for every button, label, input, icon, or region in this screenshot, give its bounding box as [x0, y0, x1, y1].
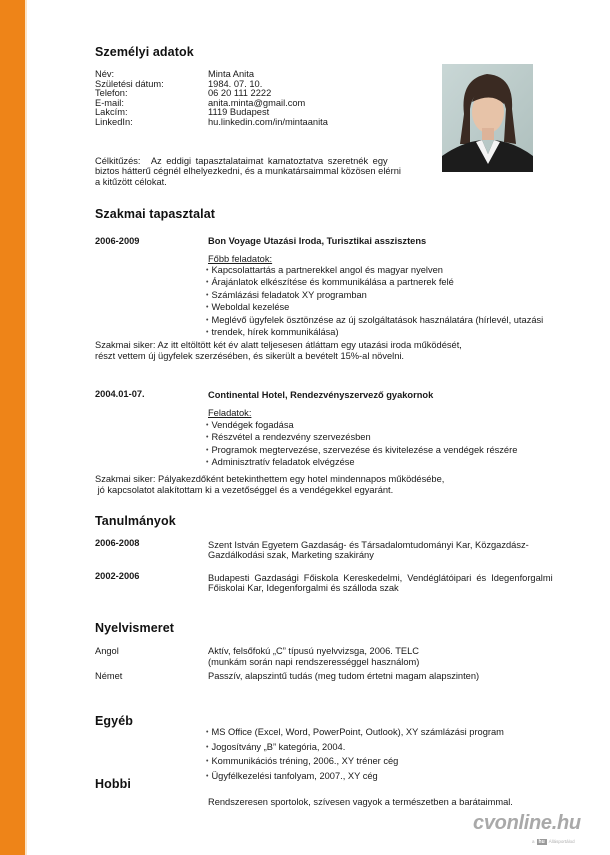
field-value: 1984. 07. 10.	[208, 78, 263, 89]
logo-badge: hu	[538, 839, 545, 845]
personal-heading: Személyi adatok	[95, 45, 194, 59]
field-label: Születési dátum:	[95, 78, 164, 89]
objective-line: Az eddigi tapasztalataimat kamatoztatva szeretnék egy	[150, 156, 388, 166]
field-label: Név:	[95, 69, 115, 79]
language-detail	[208, 646, 419, 668]
task-list	[206, 420, 517, 470]
language-name: Angol	[95, 646, 119, 656]
hobby-text: Rendszeresen sportolok, szívesen vagyok a természetben a barátaimmal.	[208, 797, 513, 807]
education-period: 2002-2006	[95, 571, 140, 581]
task-list	[206, 265, 543, 339]
language-line: Passzív, alapszintű tudás (meg tudom értetni magam alapszinten)	[208, 671, 480, 681]
cvonline-logo[interactable]: cvonline.hu	[473, 812, 581, 834]
job-title: Continental Hotel, Rendezvényszervező gyakornok	[208, 390, 434, 400]
success-line: Szakmai siker: Az itt eltöltött két év alatt teljesesen átláttam egy utazási iroda működését,	[95, 340, 462, 350]
education-line: Gazdálkodási szak, Marketing szakirány	[208, 550, 374, 561]
field-value[interactable]: anita.minta@gmail.com	[208, 97, 306, 108]
education-line: Szent István Egyetem Gazdaság- és Társadalomtudományi Kar, Közgazdász-	[208, 540, 529, 550]
language-line: Aktív, felsőfokú „C” típusú nyelvvizsga, 2006. TELC	[208, 646, 419, 656]
task-item: • trendek, hírek kommunikálása)	[206, 327, 543, 339]
task-item: • Kapcsolattartás a partnerekkel angol és magyar nyelven	[206, 265, 543, 277]
field-label: E-mail:	[95, 97, 124, 108]
side-bar-edge	[25, 0, 27, 855]
experience-heading: Szakmai tapasztalat	[95, 207, 216, 221]
education-detail	[208, 540, 558, 561]
objective-line: a kitűzött célokat.	[95, 176, 167, 187]
success-line: részt vettem új ügyfelek szerzésében, és sikerült a bevételt 15%-al növelni.	[95, 351, 405, 361]
orange-side-bar	[0, 0, 25, 855]
tasks-label: Főbb feladatok:	[208, 254, 273, 264]
field-label: Lakcím:	[95, 107, 128, 117]
success-line: jó kapcsolatot alakítottam ki a vezetőséggel és a vendégekkel egyaránt.	[95, 485, 394, 495]
job-period: 2004.01-07.	[95, 389, 145, 399]
field-value[interactable]: hu.linkedin.com/in/mintaanita	[208, 116, 328, 127]
success-line: Szakmai siker: Pályakezdőként betekinthettem egy hotel mindennapos működésébe,	[95, 474, 445, 484]
languages-heading: Nyelvismeret	[95, 621, 175, 635]
portrait-icon	[442, 64, 533, 172]
objective-line: biztos hátterű cégnél elhelyezkedni, és a munkatársaimmal közösen elérni	[95, 166, 401, 177]
task-item: • Meglévő ügyfelek ösztönzése az új szolgáltatások használatára (hírlevél, utazási	[206, 315, 543, 327]
task-item: • Részvétel a rendezvény szervezésben	[206, 432, 517, 444]
other-item: • MS Office (Excel, Word, PowerPoint, Outlook), XY számlázási program	[206, 726, 504, 741]
job-period: 2006-2009	[95, 236, 140, 246]
field-label: Telefon:	[95, 88, 128, 98]
other-item: • Ügyfélkezelési tanfolyam, 2007., XY cég	[206, 770, 504, 785]
other-list	[206, 726, 504, 784]
personal-row	[95, 118, 328, 128]
education-line: Főiskolai Kar, Idegenforgalmi és szálloda szak	[208, 583, 399, 594]
education-detail	[208, 573, 558, 594]
job-title: Bon Voyage Utazási Iroda, Turisztikai asszisztens	[208, 236, 427, 246]
language-name: Német	[95, 671, 123, 681]
task-item: • Adminisztratív feladatok elvégzése	[206, 457, 517, 469]
tasks-label: Feladatok:	[208, 408, 252, 418]
personal-data-table	[95, 70, 328, 127]
other-item: • Kommunikációs tréning, 2006., XY tréner cég	[206, 755, 504, 770]
objective	[95, 156, 435, 187]
other-item: • Jogosítvány „B” kategória, 2004.	[206, 741, 504, 756]
logo-tagline-a: a	[532, 839, 535, 844]
field-label: LinkedIn:	[95, 116, 133, 127]
language-line: (munkám során napi rendszerességgel használom)	[208, 657, 420, 668]
field-value: 06 20 111 2222	[208, 88, 272, 98]
objective-label: Célkitűzés:	[95, 156, 141, 166]
field-value: Minta Anita	[208, 69, 254, 79]
education-line: Budapesti Gazdasági Főiskola Kereskedelmi, Vendéglátóipari és Idegenforgalmi	[208, 573, 553, 583]
portrait-photo	[442, 64, 533, 172]
education-heading: Tanulmányok	[95, 514, 176, 528]
education-period: 2006-2008	[95, 538, 140, 548]
logo-tagline	[532, 839, 575, 845]
task-item: • Vendégek fogadása	[206, 420, 517, 432]
hobby-heading: Hobbi	[95, 777, 131, 791]
task-item: • Programok megtervezése, szervezése és kivitelezése a vendégek részére	[206, 445, 517, 457]
task-item: • Számlázási feladatok XY programban	[206, 290, 543, 302]
field-value: 1119 Budapest	[208, 107, 270, 117]
task-item: • Weboldal kezelése	[206, 302, 543, 314]
task-item: • Árajánlatok elkészítése és kommunikálása a partnerek felé	[206, 277, 543, 289]
logo-tagline-b: Állásportálod	[548, 839, 575, 844]
other-heading: Egyéb	[95, 714, 134, 728]
